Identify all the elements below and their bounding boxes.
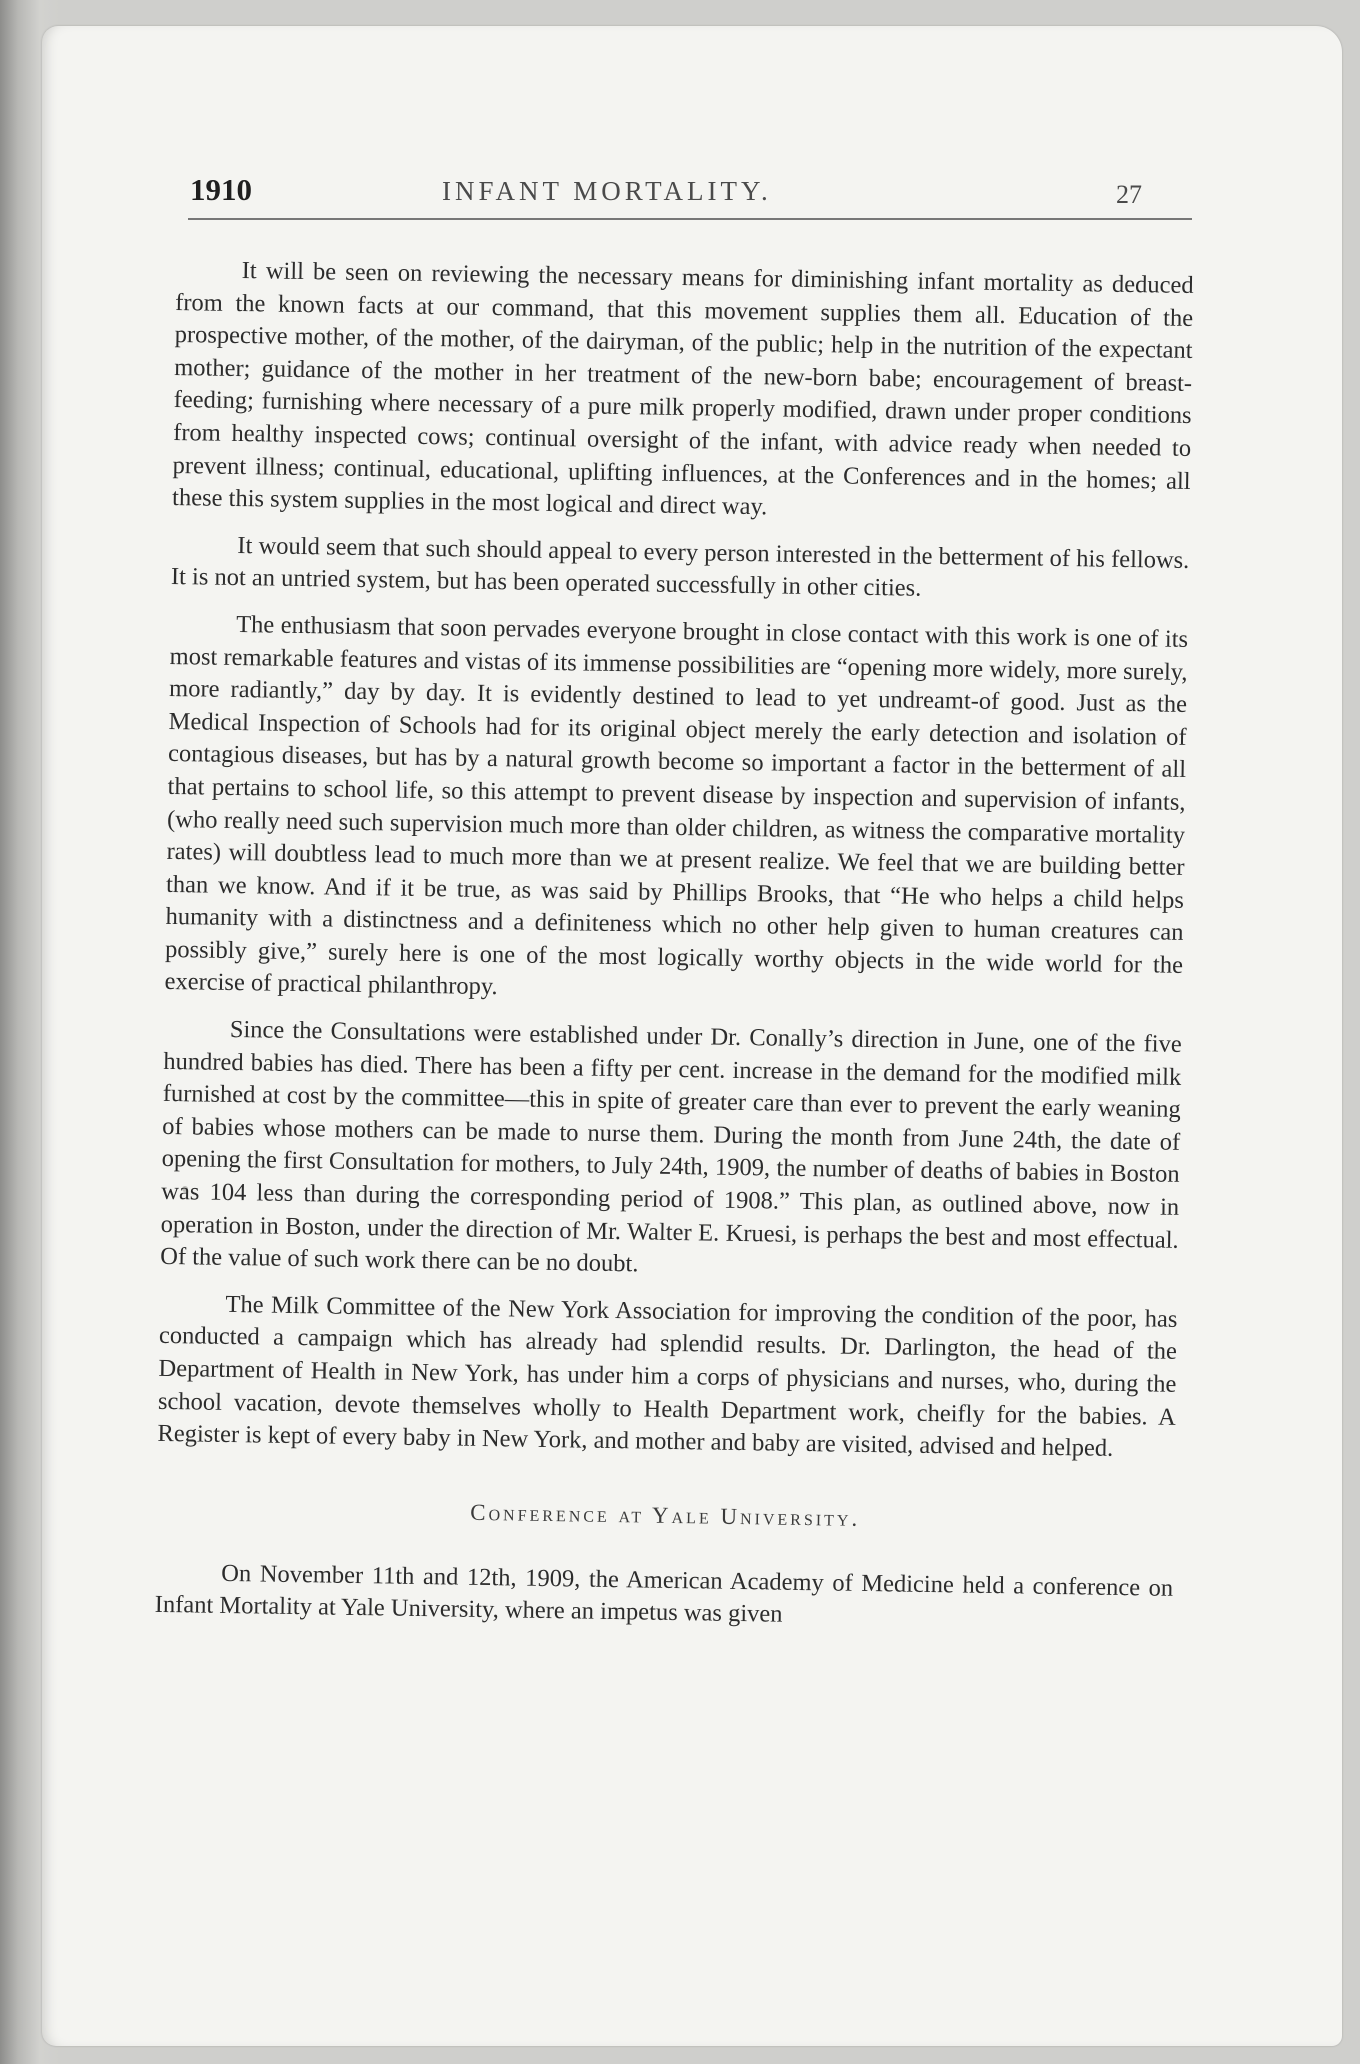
paragraph-3: The enthusiasm that soon pervades everyone brought in close contact with this work is one of its most remarkable features and vistas of its immense possibilities are “opening more widely, more surely, more radiantly,” day by day. It is evidently destined to lead to yet undreamt-of good. Just as the Medical Inspection of Schools had for its original object merely the early detection and isolation of contagious diseases, but has by a natural growth become so important a factor in the betterment of all that pertains to school life, so this attempt to prevent disease by inspection and supervision of infants, (who really need such supervision much more than older children, as witness the comparative mortality rates) will doubtless lead to much more than we at present realize. We feel that we are building better than we know. And if it be true, as was said by Phillips Brooks, that “He who helps a child helps humanity with a distinctness and a definiteness which no other help given to human creatures can possibly give,” surely here is one of the most logically worthy objects in the wide world for the exercise of practical philanthropy.	[164, 610, 1189, 1001]
section-heading: Conference at Yale University.	[470, 1499, 861, 1531]
page-header	[142, 164, 1192, 224]
paragraph-6: On November 11th and 12th, 1909, the American Academy of Medicine held a conference on Infant Mortality at Yale University, where an impetus was given	[154, 1559, 1174, 1629]
paragraph-2: It would seem that such should appeal to every person interested in the betterment of his fellows. It is not an untried system, but has been operated successfully in other cities.	[170, 531, 1190, 603]
header-rule	[188, 218, 1192, 220]
paragraph-1: It will be seen on reviewing the necessary means for diminishing infant mortality as deduced from the known facts at our command, that this movement supplies them all. Education of the prospective mother, of the mother, of the dairyman, of the public; help in the nutrition of the expectant mother; guidance of the mother in her treatment of the new-born babe; encouragement of breast-feeding; furnishing where necessary of a pure milk properly modified, drawn under proper conditions from healthy inspected cows; continual oversight of the infant, with advice ready when needed to prevent illness; continual, educational, uplifting influences, at the Conferences and in the homes; all these this system supplies in the most logical and direct way.	[171, 257, 1194, 521]
paragraph-5: The Milk Committee of the New York Association for improving the condition of the poor, has conducted a campaign which has already had splendid results. Dr. Darlington, the head of the Department of Health in New York, has under him a corps of physicians and nurses, who, during the school vacation, devote themselves wholly to Health Department work, cheifly for the babies. A Register is kept of every baby in New York, and mother and baby are visited, advised and helped.	[157, 1290, 1178, 1463]
running-title: INFANT MORTALITY.	[442, 176, 772, 206]
body-text	[154, 254, 1194, 1652]
paragraph-4: Since the Consultations were established under Dr. Conally’s direction in June, one of the five hundred babies has died. There has been a fifty per cent. increase in the demand for the modified milk furnished at cost by the committee—this in spite of greater care than ever to prevent the early weaning of babies whose mothers can be made to nurse them. During the month from June 24th, the date of opening the first Consultation for mothers, to July 24th, 1909, the number of deaths of babies in Boston was 104 less than during the corresponding period of 1908.” This plan, as outlined above, now in operation in Boston, under the direction of Mr. Walter E. Kruesi, is perhaps the best and most effectual. Of the value of such work there can be no doubt.	[160, 1016, 1182, 1278]
header-year: 1910	[190, 172, 252, 207]
page-number: 27	[1116, 180, 1142, 209]
